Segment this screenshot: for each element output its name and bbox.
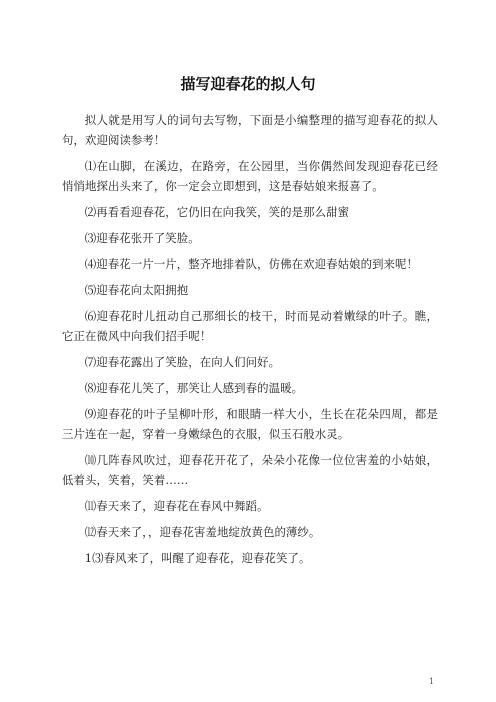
- sentence-12: ⑿春天来了，，迎春花害羞地绽放黄色的薄纱。: [84, 525, 321, 539]
- document-title: 描写迎春花的拟人句: [180, 75, 316, 93]
- sentence-1: ⑴在山脚，在溪边，在路旁，在公园里，当你偶然间发现迎春花已经悄悄地探出头来了，你一定会立即想到，这是春姑娘来报喜了。: [62, 159, 438, 193]
- sentence-9: ⑼迎春花的叶子呈柳叶形，和眼睛一样大小，生长在花朵四周，都是三片连在一起，穿着一身嫩绿色的衣服，似玉石般水灵。: [62, 407, 438, 441]
- intro-paragraph: 拟人就是用写人的词句去写物，下面是小编整理的描写迎春花的拟人句，欢迎阅读参考！: [62, 113, 438, 147]
- sentence-7: ⑺迎春花露出了笑脸，在向人们问好。: [84, 355, 281, 369]
- sentence-2: ⑵再看看迎春花，它仍旧在向我笑，笑的是那么甜蜜: [84, 205, 350, 219]
- sentence-10: ⑽几阵春风吹过，迎春花开花了，朵朵小花像一位位害羞的小姑娘，低着头，笑着，笑着……: [62, 453, 438, 487]
- sentence-6: ⑹迎春花时儿扭动自己那细长的枝干，时而晃动着嫩绿的叶子。瞧，它正在微风中向我们招手呢！: [62, 309, 438, 343]
- document-body: [62, 110, 438, 574]
- sentence-4: ⑷迎春花一片一片，整齐地排着队，仿佛在欢迎春姑娘的到来呢！: [84, 257, 419, 271]
- sentence-3: ⑶迎春花张开了笑脸。: [84, 231, 200, 245]
- sentence-8: ⑻迎春花儿笑了，那笑让人感到春的温暖。: [84, 381, 304, 395]
- sentence-13: 1⑶春风来了，叫醒了迎春花，迎春花笑了。: [84, 551, 311, 565]
- sentence-5: ⑸迎春花向太阳拥抱: [84, 283, 189, 297]
- sentence-11: ⑾春天来了，迎春花在春风中舞蹈。: [84, 499, 269, 513]
- page-number: 1: [428, 677, 434, 686]
